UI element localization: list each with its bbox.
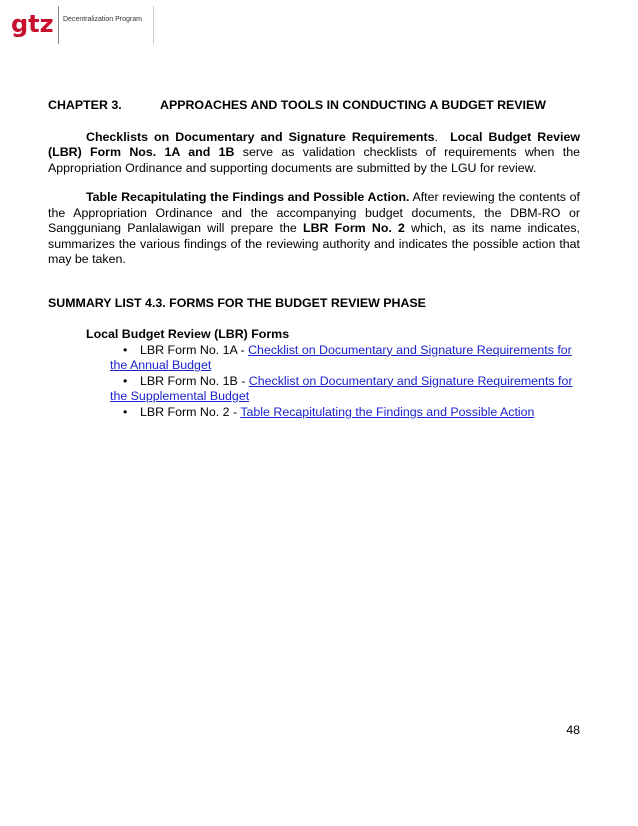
paragraph-checklists xyxy=(48,130,580,177)
paragraph-text: which, as its name indicates, summarizes the various findings of the reviewing authority and indicates the possible action that may be taken. xyxy=(48,221,580,266)
paragraph-bold-mid: Local Budget Review (LBR) Form Nos. 1A and 1B xyxy=(48,129,580,159)
forms-title: Local Budget Review (LBR) Forms xyxy=(86,327,290,341)
page-content xyxy=(48,98,580,420)
forms-list xyxy=(48,343,580,421)
gtz-logo: gtz xyxy=(11,10,54,38)
document-header xyxy=(8,6,148,44)
form-link-2[interactable]: Table Recapitulating the Findings and Possible Action xyxy=(240,404,535,419)
bullet-icon: • xyxy=(123,404,128,419)
page-number: 48 xyxy=(566,723,580,737)
lead-punct: . xyxy=(434,129,438,144)
program-label: Decentralization Program xyxy=(63,16,142,23)
form-label: LBR Form No. 2 - xyxy=(140,404,241,419)
logo-divider xyxy=(58,6,59,44)
list-item xyxy=(110,374,580,405)
form-link-1a[interactable]: Checklist on Documentary and Signature Requirements for the Annual Budget xyxy=(110,342,572,372)
chapter-number: CHAPTER 3. xyxy=(48,98,122,112)
form-link-1b[interactable]: Checklist on Documentary and Signature Requirements for the Supplemental Budget xyxy=(110,373,573,403)
bullet-icon: • xyxy=(123,373,128,388)
form-label: LBR Form No. 1B - xyxy=(140,373,249,388)
paragraph-bold-inline: LBR Form No. 2 xyxy=(303,221,405,235)
paragraph-lead: Checklists on Documentary and Signature Requirements xyxy=(86,129,435,144)
paragraph-text: serve as validation checklists of requirements when the Appropriation Ordinance and supporting documents are submitted by the LGU for review. xyxy=(48,145,580,175)
paragraph-text: After reviewing the contents of the Appropriation Ordinance and the accompanying budget documents, the DBM-RO or Sangguniang Panlalawigan will prepare the xyxy=(48,190,580,235)
chapter-title: APPROACHES AND TOOLS IN CONDUCTING A BUDGET REVIEW xyxy=(160,98,546,112)
bullet-icon: • xyxy=(123,342,128,357)
chapter-heading xyxy=(48,98,580,114)
header-rule xyxy=(153,6,154,44)
list-item xyxy=(110,405,580,421)
paragraph-lead: Table Recapitulating the Findings and Possible Action. xyxy=(86,190,410,204)
list-item xyxy=(110,343,580,374)
summary-heading: SUMMARY LIST 4.3. FORMS FOR THE BUDGET REVIEW PHASE xyxy=(48,295,426,310)
form-label: LBR Form No. 1A - xyxy=(140,342,249,357)
paragraph-table-recap xyxy=(48,190,580,268)
